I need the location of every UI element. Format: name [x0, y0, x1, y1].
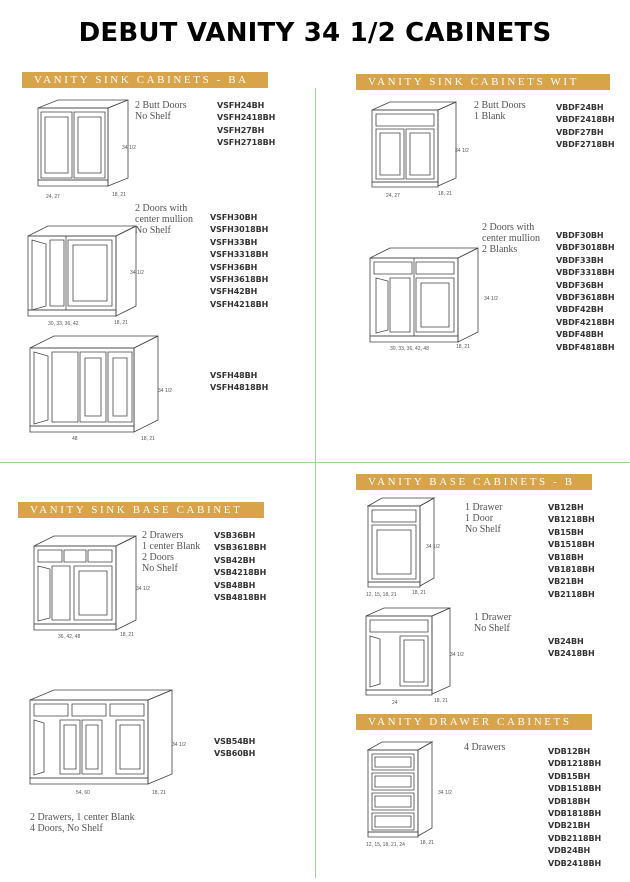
model-code: VSFH36BH — [210, 262, 258, 272]
section-banner-vsfh: VANITY SINK CABINETS - BA — [22, 72, 268, 88]
height-dimension: 34 1/2 — [158, 388, 172, 394]
cabinet-drawing-vsfh-mullion — [24, 224, 140, 318]
cabinet-description: 4 Drawers — [464, 742, 506, 753]
model-code: VB1518BH — [548, 540, 595, 550]
width-dimension: 12, 15, 18, 21 — [366, 592, 397, 598]
cabinet-description: 2 Doors with center mullion No Shelf — [135, 203, 194, 236]
model-code: VDB15BH — [548, 771, 591, 781]
model-code: VB21BH — [548, 577, 584, 587]
cabinet-drawing-vsfh-3-door — [24, 334, 164, 434]
cabinet-drawing-vsfh-2-door — [30, 98, 134, 190]
model-code: VB24BH — [548, 637, 584, 646]
cabinet-description: 2 Drawers, 1 center Blank 4 Doors, No Shelf — [30, 812, 135, 834]
model-code: VDB2418BH — [548, 858, 602, 868]
depth-dimension: 18, 21 — [434, 698, 448, 704]
model-code: VB1218BH — [548, 515, 595, 525]
cabinet-drawing-vbdf-2-door — [368, 100, 460, 190]
model-code: VDB2118BH — [548, 833, 602, 843]
depth-dimension: 18, 21 — [456, 344, 470, 350]
cabinet-description: 2 Drawers 1 center Blank 2 Doors No Shelf — [142, 530, 201, 574]
depth-dimension: 18, 21 — [420, 840, 434, 846]
model-code-list — [210, 370, 268, 395]
model-code: VBDF36BH — [556, 280, 604, 290]
model-code: VDB18BH — [548, 796, 591, 806]
model-code: VSFH4218BH — [210, 299, 269, 309]
cabinet-description: 2 Doors with center mullion 2 Blanks — [482, 222, 541, 255]
model-code: VSB42BH — [214, 555, 256, 565]
cabinet-drawing-vsb-4-door — [26, 688, 176, 788]
section-banner-vbdf: VANITY SINK CABINETS WIT — [356, 74, 610, 90]
model-code: VSFH33BH — [210, 237, 258, 247]
model-code: VDB1518BH — [548, 784, 602, 794]
model-code: VBDF2418BH — [556, 115, 615, 125]
model-code: VB15BH — [548, 527, 584, 537]
model-code-list — [556, 230, 614, 354]
model-code: VSB3618BH — [214, 543, 267, 553]
width-dimension: 12, 15, 18, 21, 24 — [366, 842, 405, 848]
height-dimension: 34 1/2 — [455, 148, 469, 154]
cabinet-description: 2 Butt Doors No Shelf — [135, 100, 187, 122]
width-dimension: 30, 33, 36, 42 — [48, 321, 79, 327]
cabinet-description: 1 Drawer 1 Door No Shelf — [465, 502, 503, 535]
model-code-list — [217, 100, 275, 150]
depth-dimension: 18, 21 — [114, 320, 128, 326]
width-dimension: 54, 60 — [76, 790, 90, 796]
height-dimension: 34 1/2 — [172, 742, 186, 748]
model-code: VSB4818BH — [214, 593, 267, 603]
model-code: VBDF27BH — [556, 127, 604, 137]
depth-dimension: 18, 21 — [120, 632, 134, 638]
page-title: DEBUT VANITY 34 1/2 CABINETS — [78, 18, 552, 48]
model-code: VBDF48BH — [556, 330, 604, 340]
model-code: VB12BH — [548, 503, 584, 512]
model-code: VB18BH — [548, 552, 584, 562]
cabinet-description: 2 Butt Doors 1 Blank — [474, 100, 526, 122]
width-dimension: 30, 33, 36, 42, 48 — [390, 346, 429, 352]
height-dimension: 34 1/2 — [426, 544, 440, 550]
height-dimension: 34 1/2 — [438, 790, 452, 796]
depth-dimension: 18, 21 — [112, 192, 126, 198]
model-code-list — [556, 102, 614, 152]
model-code: VSFH2718BH — [217, 138, 276, 148]
model-code: VB2418BH — [548, 649, 595, 659]
model-code: VSFH27BH — [217, 125, 265, 135]
model-code: VSFH4818BH — [210, 383, 269, 393]
height-dimension: 34 1/2 — [122, 145, 136, 151]
section-banner-vdb: VANITY DRAWER CABINETS — [356, 714, 592, 730]
model-code: VSB60BH — [214, 749, 256, 759]
model-code-list — [210, 212, 268, 311]
depth-dimension: 18, 21 — [141, 436, 155, 442]
model-code: VBDF4218BH — [556, 317, 615, 327]
model-code-list — [214, 530, 266, 604]
model-code-list — [548, 502, 595, 601]
section-banner-vsb: VANITY SINK BASE CABINET — [18, 502, 264, 518]
cabinet-drawing-vdb-4-drawer — [364, 740, 436, 840]
model-code: VBDF4818BH — [556, 342, 615, 352]
model-code: VSFH3018BH — [210, 225, 269, 235]
model-code-list — [548, 636, 595, 661]
model-code: VDB21BH — [548, 821, 591, 831]
model-code: VDB12BH — [548, 747, 591, 756]
model-code: VSFH3618BH — [210, 275, 269, 285]
model-code: VBDF3318BH — [556, 268, 615, 278]
model-code: VSFH24BH — [217, 101, 265, 110]
model-code: VBDF3018BH — [556, 243, 615, 253]
depth-dimension: 18, 21 — [438, 191, 452, 197]
width-dimension: 24, 27 — [386, 193, 400, 199]
model-code: VSB54BH — [214, 737, 256, 746]
cabinet-drawing-vb-2-door — [362, 606, 454, 698]
model-code: VSB36BH — [214, 531, 256, 540]
model-code: VSB4218BH — [214, 568, 267, 578]
height-dimension: 34 1/2 — [130, 270, 144, 276]
model-code: VSFH42BH — [210, 287, 258, 297]
model-code: VSFH2418BH — [217, 113, 276, 123]
model-code: VSFH48BH — [210, 371, 258, 380]
model-code: VDB1218BH — [548, 759, 602, 769]
width-dimension: 24 — [392, 700, 398, 706]
vertical-divider — [315, 88, 316, 878]
cabinet-drawing-vbdf-mullion — [366, 246, 482, 344]
section-banner-vb: VANITY BASE CABINETS - B — [356, 474, 592, 490]
model-code-list — [548, 746, 601, 870]
model-code: VSB48BH — [214, 580, 256, 590]
height-dimension: 34 1/2 — [450, 652, 464, 658]
model-code: VBDF2718BH — [556, 140, 615, 150]
model-code: VBDF3618BH — [556, 293, 615, 303]
model-code: VBDF33BH — [556, 255, 604, 265]
model-code-list — [214, 736, 255, 761]
height-dimension: 34 1/2 — [484, 296, 498, 302]
model-code: VSFH3318BH — [210, 250, 269, 260]
cabinet-description: 1 Drawer No Shelf — [474, 612, 512, 634]
model-code: VB2118BH — [548, 589, 595, 599]
depth-dimension: 18, 21 — [152, 790, 166, 796]
width-dimension: 36, 42, 48 — [58, 634, 81, 640]
width-dimension: 48 — [72, 436, 78, 442]
model-code: VB1818BH — [548, 565, 595, 575]
model-code: VSFH30BH — [210, 213, 258, 222]
model-code: VBDF42BH — [556, 305, 604, 315]
model-code: VBDF24BH — [556, 103, 604, 112]
height-dimension: 34 1/2 — [136, 586, 150, 592]
cabinet-drawing-vb-1-door — [362, 496, 438, 590]
model-code: VBDF30BH — [556, 231, 604, 240]
depth-dimension: 18, 21 — [412, 590, 426, 596]
model-code: VDB1818BH — [548, 809, 602, 819]
width-dimension: 24, 27 — [46, 194, 60, 200]
horizontal-divider — [0, 462, 630, 463]
cabinet-drawing-vsb-drawers — [30, 534, 140, 632]
model-code: VDB24BH — [548, 846, 591, 856]
